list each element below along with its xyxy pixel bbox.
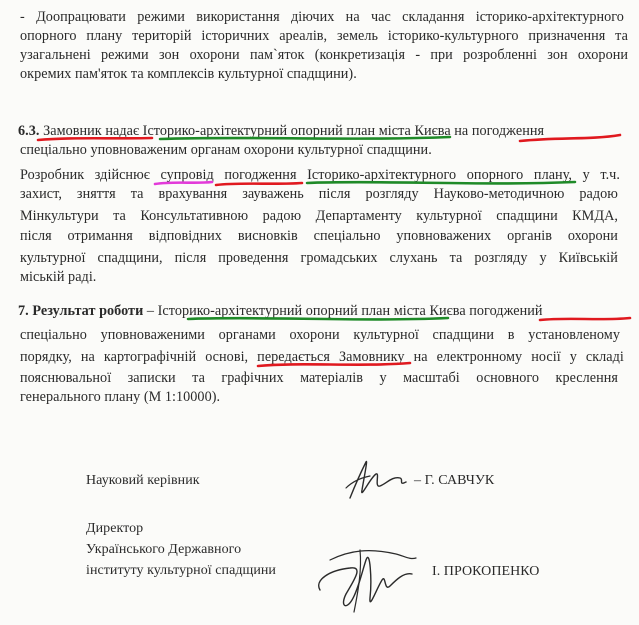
supervisor-signature-icon xyxy=(340,448,420,508)
supervisor-name: – Г. САВЧУК xyxy=(414,473,495,488)
section-7-line-5: генерального плану (М 1:10000). xyxy=(20,389,221,405)
director-signature-icon xyxy=(300,520,430,620)
section-7-line-4: пояснювальної записки та графічних матеріалів у масштабі основного креслення xyxy=(20,370,618,386)
section-6-3-line-3: Розробник здійснює супровід погодження Історико-архітектурного опорного плану, у т.ч. xyxy=(20,167,620,183)
intro-line-4: окремих пам'яток та комплексів культурної спадщини). xyxy=(20,66,357,82)
intro-line-3: узагальнені режими зон охорони пам`яток (конкретизація - при розробленні зон охорони xyxy=(20,47,628,63)
intro-line-2: опорного плану територій історичних ареалів, земель історико-культурного призначення та xyxy=(20,28,628,44)
director-name: І. ПРОКОПЕНКО xyxy=(432,564,540,579)
section-7-line-2: спеціально уповноваженими органами охорони культурної спадщини в установленому xyxy=(20,327,620,343)
section-6-3-line-1: Замовник надає Історико-архітектурний опорний план міста Києва на погодження xyxy=(43,123,545,139)
section-7-heading: 7. Результат роботи xyxy=(18,303,144,319)
section-6-3-line-7: культурної спадщини, після проведення громадських слухань та розгляду у Київській xyxy=(20,250,618,266)
section-7-line-1: – Історико-архітектурний опорний план міста Києва погоджений xyxy=(146,303,543,319)
director-title-line-3: інституту культурної спадщини xyxy=(86,563,276,578)
section-7-first-line xyxy=(18,302,543,320)
section-6-3-first-line xyxy=(18,122,544,140)
section-6-3-line-5: Мінкультури та Консультативною радою Департаменту культурної спадщини КМДА, xyxy=(20,208,618,224)
director-title-line-1: Директор xyxy=(86,521,144,536)
intro-line-1: - Доопрацювати режими використання діючих на час складання історико-архітектурного xyxy=(20,9,624,25)
section-6-3-line-4: захист, зняття та врахування зауважень після розгляду Науково-методичною радою xyxy=(20,186,618,202)
supervisor-title: Науковий керівник xyxy=(86,473,200,488)
section-6-3-line-6: після отримання відповідних висновків спеціально уповноважених органів охорони xyxy=(20,228,618,244)
section-7-line-3: порядку, на картографічній основі, передається Замовнику на електронному носії у складі xyxy=(20,349,624,365)
section-6-3-line-8: міській раді. xyxy=(20,269,97,285)
director-title-line-2: Українського Державного xyxy=(86,542,242,557)
section-6-3-line-2: спеціально уповноваженим органам охорони культурної спадщини. xyxy=(20,142,432,158)
section-6-3-number: 6.3. xyxy=(18,123,40,139)
